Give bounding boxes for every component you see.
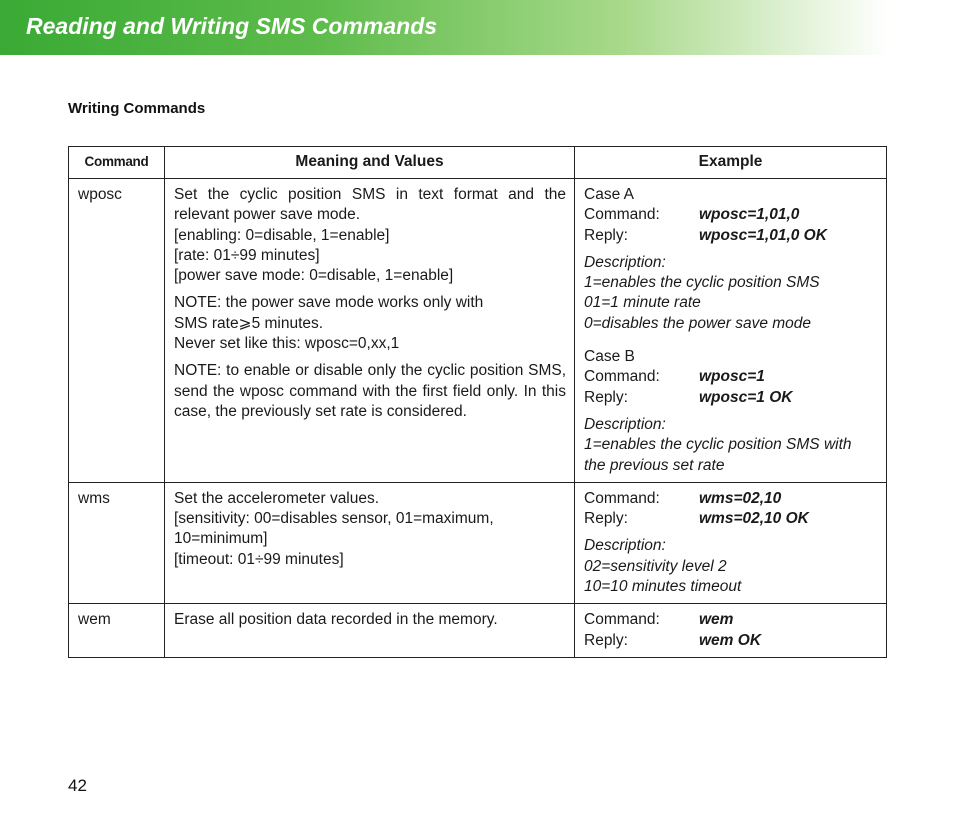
- meaning-line: Set the accelerometer values.: [174, 489, 380, 507]
- page-title: Reading and Writing SMS Commands: [26, 13, 438, 39]
- command-label: Command:: [584, 489, 660, 507]
- command-value: wms=02,10: [699, 489, 782, 507]
- table-row: [69, 179, 887, 483]
- description-line: 10=10 minutes timeout: [584, 578, 742, 596]
- command-value: wposc=1: [699, 368, 765, 386]
- note-line: SMS rate⩾5 minutes.: [174, 314, 324, 332]
- reply-label: Reply:: [584, 388, 628, 406]
- reply-label: Reply:: [584, 226, 628, 244]
- table-header-row: [69, 147, 887, 179]
- table-row: [69, 604, 887, 658]
- meaning-line: 10=minimum]: [174, 530, 268, 548]
- header-banner: [0, 0, 890, 55]
- description-line: 02=sensitivity level 2: [584, 557, 727, 575]
- note-paragraph: NOTE: to enable or disable only the cyclic position SMS, send the wposc command with the first field only. In this case, the previously set rate is considered.: [174, 362, 566, 420]
- reply-value: wposc=1 OK: [699, 388, 793, 406]
- description-title: Description:: [584, 537, 666, 555]
- command-example: [584, 205, 878, 225]
- page-number: 42: [68, 776, 87, 795]
- meaning-line: [enabling: 0=disable, 1=enable]: [174, 226, 390, 244]
- meaning-line: [power save mode: 0=disable, 1=enable]: [174, 267, 454, 285]
- description-line: 1=enables the cyclic position SMS with: [584, 436, 852, 454]
- reply-example: [584, 388, 878, 408]
- command-cell: wem: [69, 604, 165, 658]
- meaning-line: [sensitivity: 00=disables sensor, 01=maximum,: [174, 510, 494, 528]
- description-line: 0=disables the power save mode: [584, 314, 812, 332]
- reply-label: Reply:: [584, 631, 628, 649]
- column-header-example: Example: [575, 147, 887, 179]
- meaning-paragraph: Set the cyclic position SMS in text format and the relevant power save mode.: [174, 186, 566, 224]
- reply-label: Reply:: [584, 510, 628, 528]
- meaning-line: [timeout: 01÷99 minutes]: [174, 550, 344, 568]
- example-cell: [575, 179, 887, 483]
- case-label: Case A: [584, 186, 634, 203]
- note-line: Never set like this: wposc=0,xx,1: [174, 335, 400, 353]
- column-header-meaning: Meaning and Values: [165, 147, 575, 179]
- description-title: Description:: [584, 253, 666, 271]
- command-cell: wms: [69, 482, 165, 603]
- command-example: [584, 610, 878, 630]
- reply-example: [584, 226, 878, 246]
- command-value: wem: [699, 611, 734, 629]
- example-cell: [575, 482, 887, 603]
- command-cell: wposc: [69, 179, 165, 483]
- meaning-cell: [165, 179, 575, 483]
- meaning-cell: Erase all position data recorded in the memory.: [165, 604, 575, 658]
- command-example: [584, 367, 878, 387]
- reply-value: wposc=1,01,0 OK: [699, 226, 827, 244]
- reply-value: wms=02,10 OK: [699, 510, 809, 528]
- column-header-command: Command: [69, 147, 165, 179]
- description-line: the previous set rate: [584, 456, 725, 474]
- command-example: [584, 489, 878, 509]
- description-title: Description:: [584, 415, 666, 433]
- command-label: Command:: [584, 206, 660, 224]
- meaning-line: [rate: 01÷99 minutes]: [174, 246, 320, 264]
- reply-value: wem OK: [699, 631, 762, 649]
- note-line: NOTE: the power save mode works only with: [174, 294, 484, 312]
- command-label: Command:: [584, 368, 660, 386]
- table-row: [69, 482, 887, 603]
- command-value: wposc=1,01,0: [699, 206, 800, 224]
- reply-example: [584, 631, 878, 651]
- meaning-cell: [165, 482, 575, 603]
- reply-example: [584, 509, 878, 529]
- command-label: Command:: [584, 611, 660, 629]
- description-line: 1=enables the cyclic position SMS: [584, 274, 820, 292]
- commands-table: [68, 146, 887, 658]
- case-label: Case B: [584, 348, 635, 366]
- description-line: 01=1 minute rate: [584, 294, 701, 312]
- example-cell: [575, 604, 887, 658]
- section-heading: Writing Commands: [68, 100, 206, 117]
